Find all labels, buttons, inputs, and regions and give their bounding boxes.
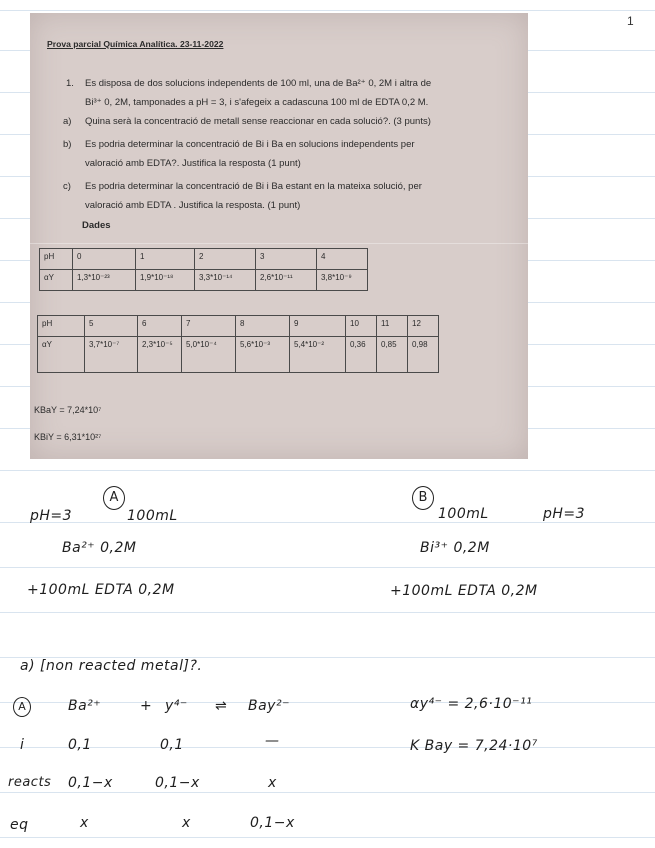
table-cell: 5,0*10⁻⁴ (182, 337, 236, 373)
k-bay-note: K Bay = 7,24·10⁷ (410, 738, 538, 754)
k-bay-constant (34, 405, 101, 415)
table-cell: 0 (73, 249, 136, 270)
table-cell: 3 (256, 249, 317, 270)
solution-b-circle: B (412, 486, 434, 510)
table-cell: 2 (195, 249, 256, 270)
eq-product: Bay²⁻ (248, 698, 290, 714)
part-c-line-2: valoració amb EDTA . Justifica la resposta. (1 punt) (85, 200, 301, 211)
table-cell: 3,3*10⁻¹⁴ (195, 270, 256, 291)
page-number: 1 (627, 14, 634, 28)
k-biy-label: KBiY (34, 432, 54, 442)
table-cell: pH (38, 316, 85, 337)
ice-row-i-bay: — (265, 733, 280, 749)
ice-row-reacts-ba: 0,1−x (68, 775, 113, 791)
table-cell: 3,7*10⁻⁷ (85, 337, 138, 373)
table-cell: 1 (136, 249, 195, 270)
question-a-note: a) [non reacted metal]?. (20, 658, 203, 674)
table-cell: 4 (317, 249, 368, 270)
ice-row-i-ba: 0,1 (68, 737, 92, 753)
ice-row-reacts-bay: x (268, 775, 277, 791)
table-cell: 5,4*10⁻² (290, 337, 346, 373)
exam-title: Prova parcial Química Analítica. 23-11-2022 (47, 39, 224, 49)
question-1-line-1: Es disposa de dos solucions independents de 100 ml, una de Ba²⁺ 0, 2M i altra de (85, 78, 432, 89)
table-row (40, 270, 368, 291)
table-cell: 8 (236, 316, 290, 337)
question-1-line-2: Bi³⁺ 0, 2M, tamponades a pH = 3, i s'afegeix a cadascuna 100 ml de EDTA 0,2 M. (85, 97, 429, 108)
table-row (40, 249, 368, 270)
table-cell: 3,8*10⁻⁹ (317, 270, 368, 291)
ice-row-i-label: i (20, 737, 25, 753)
alpha-y-note: αy⁴⁻ = 2,6·10⁻¹¹ (410, 696, 533, 712)
alpha-table-2 (37, 315, 439, 373)
part-a-text: Quina serà la concentració de metall sense reaccionar en cada solució?. (3 punts) (85, 116, 431, 127)
solution-a-ion: Ba²⁺ 0,2M (62, 540, 137, 556)
ice-row-eq-bay: 0,1−x (250, 815, 295, 831)
eq-reactant-ba: Ba²⁺ (68, 698, 102, 714)
solution-b-ion: Bi³⁺ 0,2M (420, 540, 490, 556)
solution-a-volume: 100mL (127, 508, 178, 524)
ice-row-eq-label: eq (10, 817, 29, 833)
table-cell: 2,6*10⁻¹¹ (256, 270, 317, 291)
table-cell: 0,36 (346, 337, 377, 373)
ice-row-eq-ba: x (80, 815, 89, 831)
question-1-number: 1. (66, 78, 74, 89)
solution-b-ph: pH=3 (543, 506, 586, 522)
table-cell: 5,6*10⁻³ (236, 337, 290, 373)
equilibrium-a-circle: A (13, 697, 31, 717)
ice-row-reacts-y: 0,1−x (155, 775, 200, 791)
table-row (38, 316, 439, 337)
k-bay-label: KBaY (34, 405, 57, 415)
k-bay-value: = 7,24*10⁷ (59, 405, 102, 415)
part-c-line-1: Es podria determinar la concentració de Bi i Ba estant en la mateixa solució, per (85, 181, 422, 192)
table-cell: 11 (377, 316, 408, 337)
part-b-label: b) (63, 139, 72, 150)
k-biy-constant (34, 432, 101, 442)
k-biy-value: = 6,31*10²⁷ (56, 432, 102, 442)
solution-a-ph: pH=3 (30, 508, 73, 524)
exam-photo (30, 13, 528, 459)
table-cell: 10 (346, 316, 377, 337)
table-cell: 9 (290, 316, 346, 337)
solution-b-addition: +100mL EDTA 0,2M (390, 583, 538, 599)
table-cell: 5 (85, 316, 138, 337)
alpha-table-1 (39, 248, 368, 291)
table-cell: αY (40, 270, 73, 291)
part-b-line-1: Es podria determinar la concentració de Bi i Ba en solucions independents per (85, 139, 415, 150)
eq-reactant-y: y⁴⁻ (165, 698, 188, 714)
table-cell: 12 (408, 316, 439, 337)
table-cell: 0,85 (377, 337, 408, 373)
table-cell: 0,98 (408, 337, 439, 373)
ice-row-i-y: 0,1 (160, 737, 184, 753)
table-row (38, 337, 439, 373)
table-cell: αY (38, 337, 85, 373)
solution-b-volume: 100mL (438, 506, 489, 522)
data-heading: Dades (82, 220, 111, 231)
ice-row-eq-y: x (182, 815, 191, 831)
table-cell: 7 (182, 316, 236, 337)
table-cell: 6 (138, 316, 182, 337)
eq-plus: + (140, 698, 153, 714)
table-cell: 1,3*10⁻²³ (73, 270, 136, 291)
part-b-line-2: valoració amb EDTA?. Justifica la resposta (1 punt) (85, 158, 301, 169)
part-a-label: a) (63, 116, 72, 127)
solution-a-circle: A (103, 486, 125, 510)
table-cell: 1,9*10⁻¹⁸ (136, 270, 195, 291)
part-c-label: c) (63, 181, 71, 192)
table-cell: 2,3*10⁻⁵ (138, 337, 182, 373)
eq-arrow: ⇌ (215, 698, 228, 714)
table-cell: pH (40, 249, 73, 270)
solution-a-addition: +100mL EDTA 0,2M (27, 582, 175, 598)
ice-row-reacts-label: reacts (8, 775, 52, 790)
